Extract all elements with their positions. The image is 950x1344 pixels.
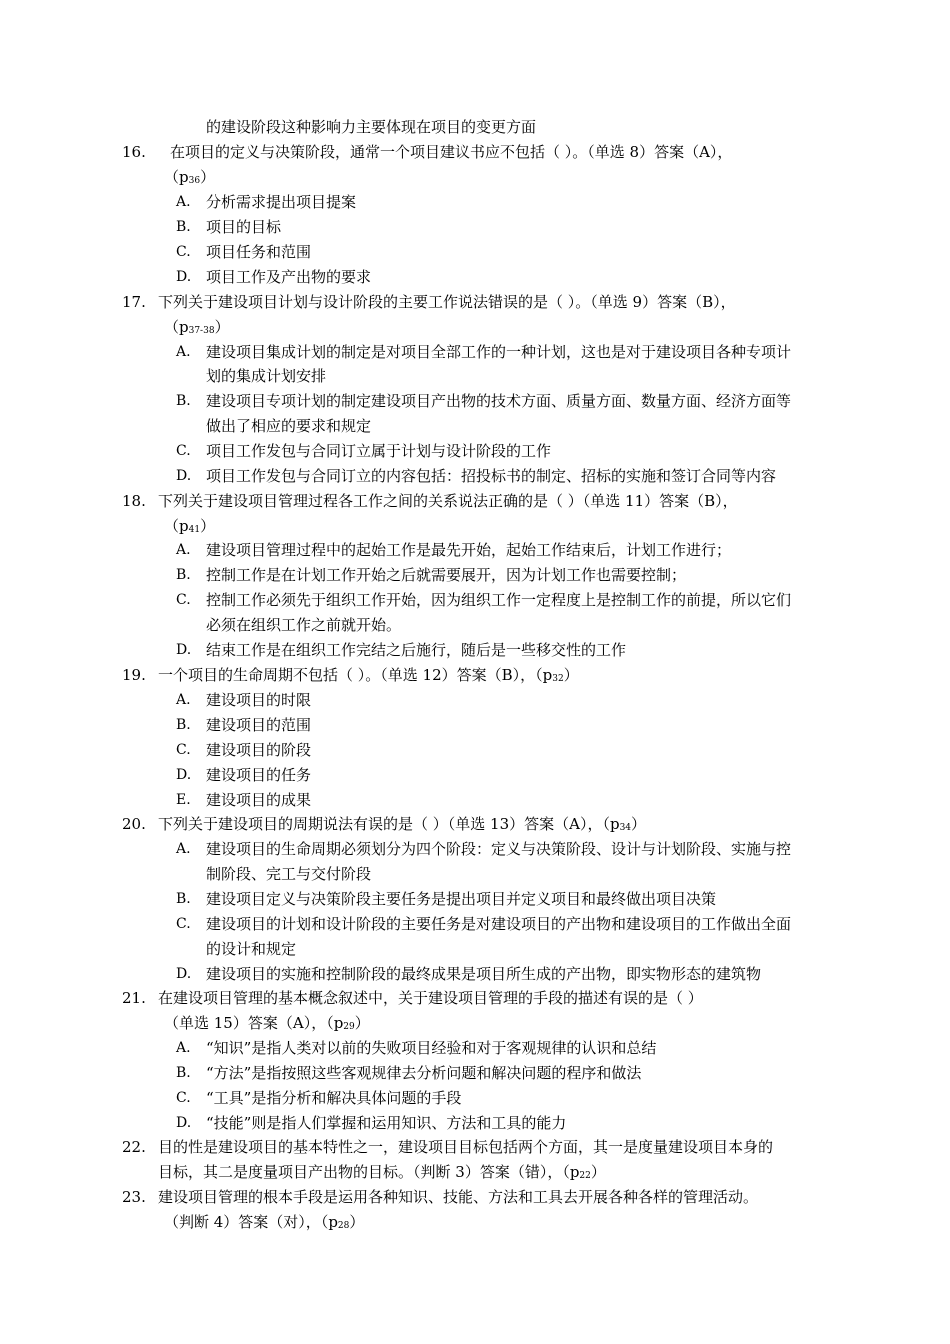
- option-text-continued: 必须在组织工作之前就开始。: [206, 616, 402, 634]
- page-ref: $(p_{41})$: [164, 517, 216, 535]
- option-text: 控制工作必须先于组织工作开始，因为组织工作一定程度上是控制工作的前提，所以它们: [206, 591, 792, 609]
- option-text: 结束工作是在组织工作完结之后施行，随后是一些移交性的工作: [206, 641, 627, 659]
- option-text: “知识”是指人类对以前的失败项目经验和对于客观规律的认识和总结: [206, 1039, 657, 1057]
- option-label: B.: [176, 219, 191, 235]
- option-label: D.: [176, 966, 192, 982]
- question-number: 23.: [122, 1188, 146, 1206]
- option-text-continued: 做出了相应的要求和规定: [206, 417, 372, 435]
- option-label: D.: [176, 767, 192, 783]
- option-text: 建设项目专项计划的制定建设项目产出物的技术方面、质量方面、数量方面、经济方面等: [206, 392, 792, 410]
- option-text: 项目工作发包与合同订立属于计划与设计阶段的工作: [206, 442, 552, 460]
- option-text: 建设项目的范围: [206, 716, 312, 734]
- option-label: C.: [176, 244, 191, 260]
- option-label: D.: [176, 1115, 192, 1131]
- option-label: C.: [176, 592, 191, 608]
- option-label: E.: [176, 792, 191, 808]
- option-label: D.: [176, 468, 192, 484]
- option-label: A.: [176, 344, 191, 360]
- option-label: B.: [176, 393, 191, 409]
- option-label: A.: [176, 194, 191, 210]
- question-text: 下列关于建设项目管理过程各工作之间的关系说法正确的是（ ）（单选 11）答案（B），: [158, 492, 738, 510]
- option-text-continued: 划的集成计划安排: [206, 367, 327, 385]
- option-text: 建设项目的时限: [206, 691, 312, 709]
- option-label: A.: [176, 692, 191, 708]
- question-number: 20.: [122, 815, 146, 833]
- option-text: 建设项目的阶段: [206, 741, 312, 759]
- option-text: 建设项目管理过程中的起始工作是最先开始，起始工作结束后，计划工作进行；: [206, 541, 732, 559]
- option-text: 建设项目集成计划的制定是对项目全部工作的一种计划，这也是对于建设项目各种专项计: [206, 343, 792, 361]
- option-text: 控制工作是在计划工作开始之后就需要展开，因为计划工作也需要控制；: [206, 566, 687, 584]
- option-label: A.: [176, 542, 191, 558]
- option-label: C.: [176, 742, 191, 758]
- option-text: 项目工作及产出物的要求: [206, 268, 372, 286]
- option-text: 项目任务和范围: [206, 243, 312, 261]
- question-text-continued: 目标，其二是度量项目产出物的目标。（判断 3）答案（错），$(p_{22})$: [158, 1163, 606, 1181]
- option-label: A.: [176, 1040, 191, 1056]
- question-number: 17.: [122, 293, 146, 311]
- question-text-continued: （单选 15）答案（A），$(p_{29})$: [164, 1014, 370, 1032]
- option-label: B.: [176, 717, 191, 733]
- option-text: 建设项目的生命周期必须划分为四个阶段：定义与决策阶段、设计与计划阶段、实施与控: [206, 840, 792, 858]
- question-number: 18.: [122, 492, 146, 510]
- option-label: C.: [176, 443, 191, 459]
- question-text: 在建设项目管理的基本概念叙述中，关于建设项目管理的手段的描述有误的是（ ）: [158, 989, 703, 1007]
- option-text: 建设项目的计划和设计阶段的主要任务是对建设项目的产出物和建设项目的工作做出全面: [206, 915, 792, 933]
- option-label: D.: [176, 269, 192, 285]
- question-text-continued: （判断 4）答案（对），$(p_{28})$: [164, 1213, 365, 1231]
- question-number: 19.: [122, 666, 146, 684]
- question-text: 在项目的定义与决策阶段，通常一个项目建议书应不包括（ ）。（单选 8）答案（A），: [170, 143, 733, 161]
- option-text: “工具”是指分析和解决具体问题的手段: [206, 1089, 462, 1107]
- option-label: C.: [176, 916, 191, 932]
- option-text-continued: 的设计和规定: [206, 940, 297, 958]
- question-text: 一个项目的生命周期不包括（ ）。（单选 12）答案（B），$(p_{32})$: [158, 666, 579, 684]
- option-text: 分析需求提出项目提案: [206, 193, 357, 211]
- option-text: 建设项目的成果: [206, 791, 312, 809]
- page-ref: $(p_{36})$: [164, 168, 216, 186]
- option-label: B.: [176, 891, 191, 907]
- option-text: 项目工作发包与合同订立的内容包括：招投标书的制定、招标的实施和签订合同等内容: [206, 467, 777, 485]
- question-number: 21.: [122, 989, 146, 1007]
- question-text: 下列关于建设项目的周期说法有误的是（ ）（单选 13）答案（A），$(p_{34})$: [158, 815, 647, 833]
- question-text: 目的性是建设项目的基本特性之一，建设项目目标包括两个方面，其一是度量建设项目本身的: [158, 1138, 774, 1156]
- option-label: C.: [176, 1090, 191, 1106]
- question-text: 下列关于建设项目计划与设计阶段的主要工作说法错误的是（ ）。（单选 9）答案（B），: [158, 293, 736, 311]
- question-text: 建设项目管理的根本手段是运用各种知识、技能、方法和工具去开展各种各样的管理活动。: [158, 1188, 759, 1206]
- option-label: B.: [176, 1065, 191, 1081]
- option-text: 建设项目定义与决策阶段主要任务是提出项目并定义项目和最终做出项目决策: [206, 890, 717, 908]
- option-text-continued: 制阶段、完工与交付阶段: [206, 865, 372, 883]
- option-label: D.: [176, 642, 192, 658]
- question-number: 16.: [122, 143, 146, 161]
- question-number: 22.: [122, 1138, 146, 1156]
- continuation-text: 的建设阶段这种影响力主要体现在项目的变更方面: [206, 118, 537, 136]
- option-text: “方法”是指按照这些客观规律去分析问题和解决问题的程序和做法: [206, 1064, 642, 1082]
- option-label: A.: [176, 841, 191, 857]
- option-text: 建设项目的任务: [206, 766, 312, 784]
- option-text: “技能”则是指人们掌握和运用知识、方法和工具的能力: [206, 1114, 567, 1132]
- option-text: 项目的目标: [206, 218, 282, 236]
- option-label: B.: [176, 567, 191, 583]
- page-ref: $(p_{37-38})$: [164, 318, 230, 336]
- option-text: 建设项目的实施和控制阶段的最终成果是项目所生成的产出物，即实物形态的建筑物: [206, 965, 762, 983]
